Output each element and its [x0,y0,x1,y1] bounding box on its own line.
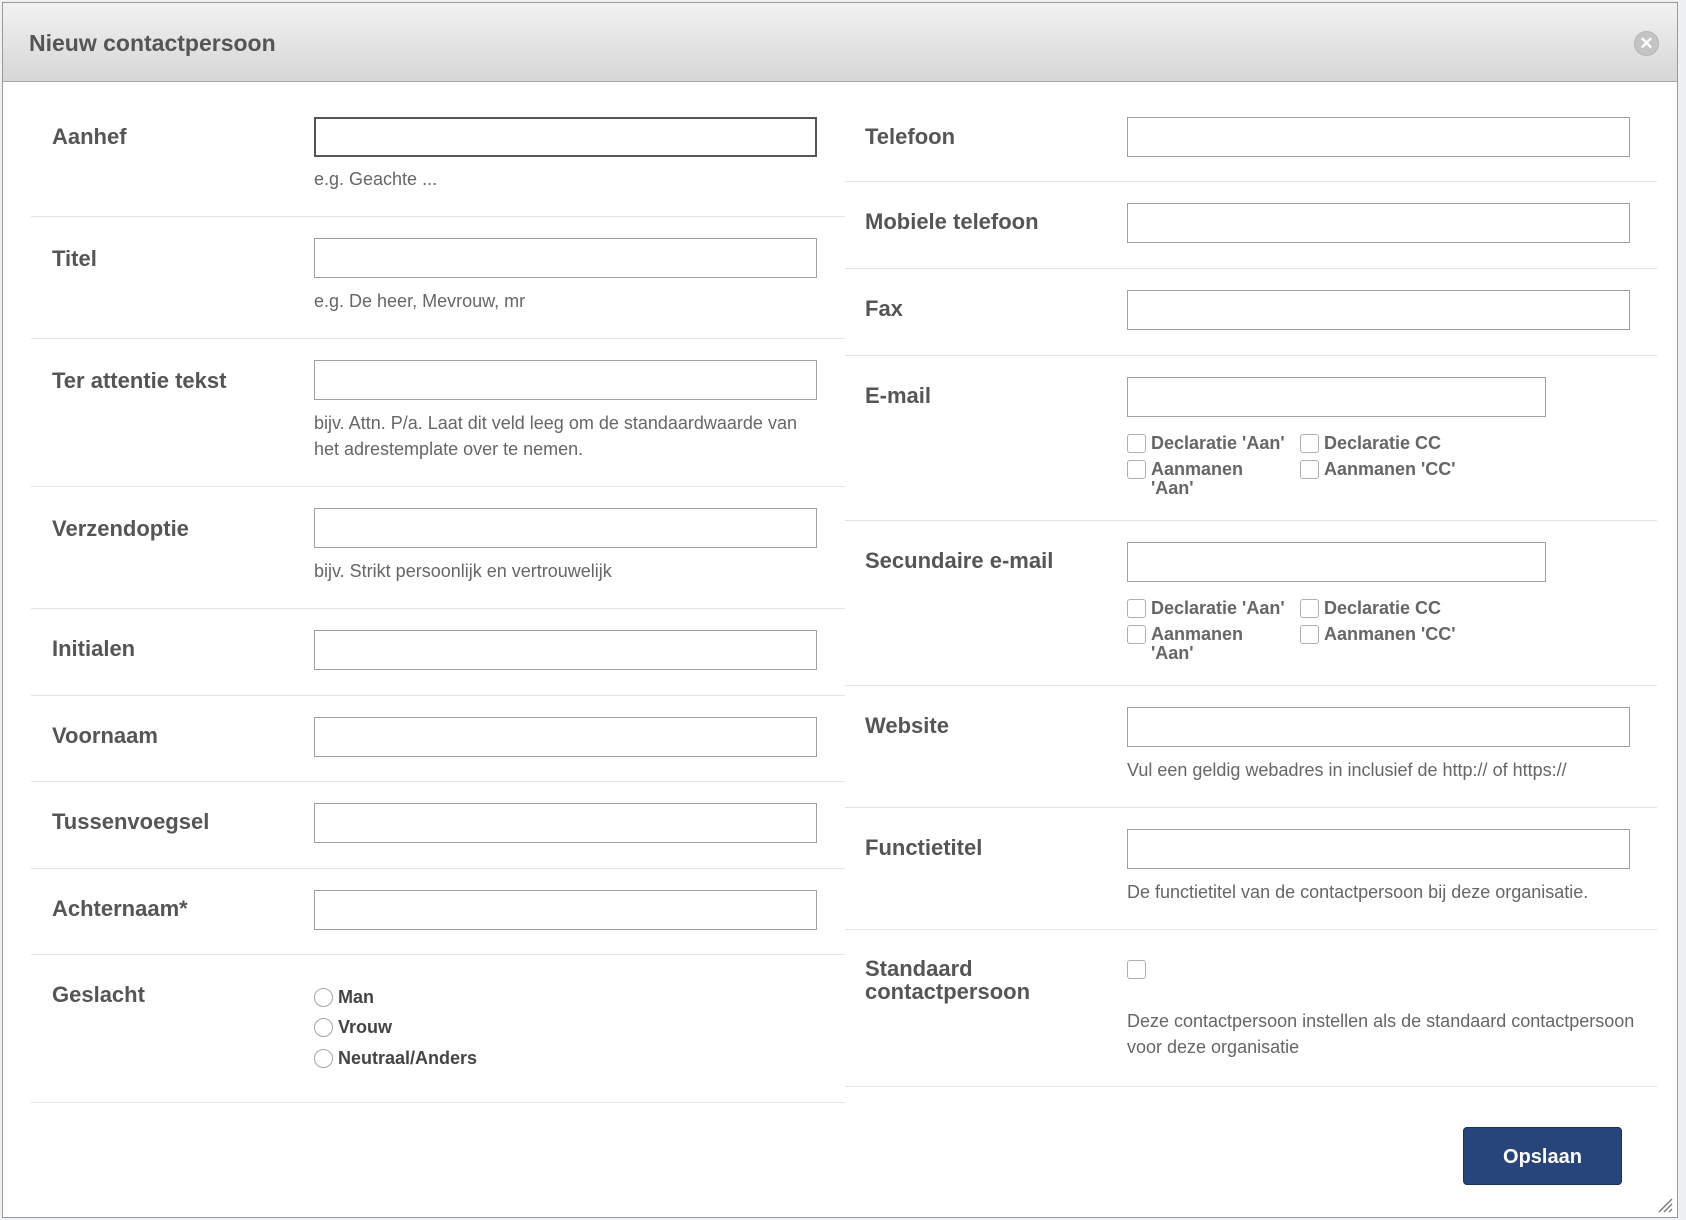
resize-handle-icon[interactable] [1655,1195,1673,1213]
email2-check-aanmanen-cc[interactable] [1300,625,1456,644]
radio-man-label: Man [338,987,374,1007]
check-label: Declaratie CC [1324,433,1442,453]
email-check-declaratie-aan[interactable] [1127,434,1285,453]
row-verzendoptie [31,487,845,609]
row-fax [845,269,1657,356]
radio-vrouw-label: Vrouw [338,1017,393,1037]
fax-input[interactable] [1127,290,1630,330]
mobiel-label: Mobiele telefoon [865,209,1039,234]
aanhef-hint: e.g. Geachte ... [314,169,438,189]
aanhef-label: Aanhef [52,124,127,149]
attentie-label: Ter attentie tekst [52,368,227,393]
email-check-aanmanen-aan[interactable] [1127,460,1277,498]
row-website [845,686,1657,808]
row-aanhef [31,82,845,217]
email-check-aanmanen-cc[interactable] [1300,460,1456,479]
functietitel-label: Functietitel [865,835,983,860]
row-telefoon [845,82,1657,182]
row-tussenvoegsel [31,782,845,869]
close-icon[interactable]: ✕ [1634,31,1659,56]
radio-neutraal-circle[interactable] [314,1049,333,1068]
dialog-titlebar [3,3,1677,82]
telefoon-input[interactable] [1127,117,1630,157]
website-hint: Vul een geldig webadres in inclusief de http:// of https:// [1127,760,1567,780]
email2-label: Secundaire e-mail [865,548,1054,573]
achternaam-label: Achternaam* [52,896,188,921]
mobiel-input[interactable] [1127,203,1630,243]
initialen-label: Initialen [52,636,136,661]
row-achternaam [31,869,845,955]
initialen-input[interactable] [314,630,817,670]
row-email2 [845,521,1657,686]
checkbox[interactable] [1300,625,1319,644]
row-functietitel [845,808,1657,930]
row-email [845,356,1657,521]
functietitel-hint: De functietitel van de contactpersoon bij deze organisatie. [1127,882,1589,902]
row-voornaam [31,696,845,782]
website-label: Website [865,713,949,738]
tussenvoegsel-label: Tussenvoegsel [52,809,210,834]
email-input[interactable] [1127,377,1546,417]
checkbox[interactable] [1127,434,1146,453]
row-geslacht [31,955,845,1103]
functietitel-input[interactable] [1127,829,1630,869]
save-button[interactable]: Opslaan [1463,1127,1622,1185]
row-attentie [31,339,845,487]
achternaam-input[interactable] [314,890,817,930]
email2-check-aanmanen-aan[interactable] [1127,625,1277,663]
standaard-hint: Deze contactpersoon instellen als de standaard contactpersoon voor deze organisatie [1127,1011,1635,1057]
check-label: Aanmanen 'Aan' [1151,459,1244,498]
row-titel [31,217,845,339]
titel-label: Titel [52,246,97,271]
voornaam-label: Voornaam [52,723,158,748]
attentie-input[interactable] [314,360,817,400]
check-label: Aanmanen 'CC' [1324,624,1456,644]
verzendoptie-hint: bijv. Strikt persoonlijk en vertrouwelijk [314,561,612,581]
website-input[interactable] [1127,707,1630,747]
radio-neutraal[interactable] [314,1048,477,1069]
radio-neutraal-label: Neutraal/Anders [338,1048,478,1068]
check-label: Declaratie 'Aan' [1151,598,1285,618]
check-label: Declaratie 'Aan' [1151,433,1285,453]
check-label: Declaratie CC [1324,598,1442,618]
verzendoptie-label: Verzendoptie [52,516,189,541]
voornaam-input[interactable] [314,717,817,757]
checkbox[interactable] [1300,460,1319,479]
checkbox[interactable] [1127,460,1146,479]
email2-check-declaratie-aan[interactable] [1127,599,1285,618]
standaard-checkbox[interactable] [1127,960,1146,979]
check-label: Aanmanen 'CC' [1324,459,1456,479]
email-check-declaratie-cc[interactable] [1300,434,1441,453]
checkbox[interactable] [1300,599,1319,618]
row-initialen [31,609,845,696]
radio-man-circle[interactable] [314,988,333,1007]
row-standaard [845,930,1657,1087]
checkbox[interactable] [1127,599,1146,618]
tussenvoegsel-input[interactable] [314,803,817,843]
checkbox[interactable] [1300,434,1319,453]
geslacht-label: Geslacht [52,982,145,1007]
telefoon-label: Telefoon [865,124,956,149]
verzendoptie-input[interactable] [314,508,817,548]
attentie-hint: bijv. Attn. P/a. Laat dit veld leeg om de standaardwaarde van het adrestemplate over te nemen. [314,413,797,459]
radio-man[interactable] [314,987,374,1008]
new-contact-dialog [2,2,1678,1218]
aanhef-input[interactable] [314,117,817,157]
check-label: Aanmanen 'Aan' [1151,624,1244,663]
radio-vrouw[interactable] [314,1017,392,1038]
email2-check-declaratie-cc[interactable] [1300,599,1441,618]
titel-hint: e.g. De heer, Mevrouw, mr [314,291,526,311]
email-label: E-mail [865,383,932,408]
checkbox[interactable] [1127,625,1146,644]
dialog-title: Nieuw contactpersoon [29,30,276,56]
row-mobiel [845,182,1657,269]
email2-input[interactable] [1127,542,1546,582]
radio-vrouw-circle[interactable] [314,1018,333,1037]
titel-input[interactable] [314,238,817,278]
standaard-label: Standaard contactpersoon [865,956,1031,1004]
fax-label: Fax [865,296,903,321]
